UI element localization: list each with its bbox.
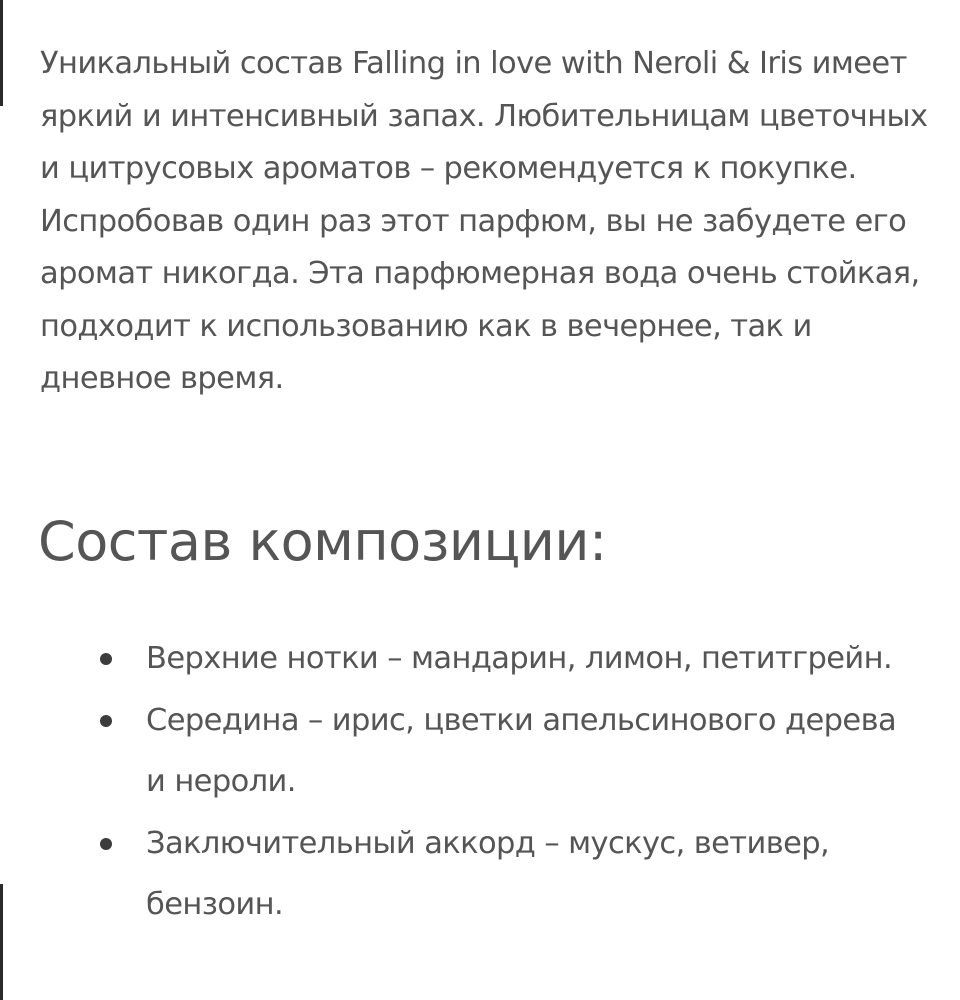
composition-heading: Состав композиции: [38,510,607,573]
note-item-top [0,628,916,690]
composition-notes-list [0,628,916,936]
bullet-dot-icon [100,838,112,850]
note-text: Середина – ирис, цветки апельсинового дерева и нероли. [146,702,897,799]
edge-divider-top [0,0,3,106]
perfume-description: Уникальный состав Falling in love with Neroli & Iris имеет яркий и интенсивный запах. Любительницам цветочных и цитрусовых ароматов – рекомендуется к покупке. Испробовав один раз этот парфюм, вы не забудете его аромат никогда. Эта парфюмерная вода очень стойкая, подходит к использованию как в вечернее, так и дневное время. [40,46,928,396]
bullet-dot-icon [100,715,112,727]
note-text: Верхние нотки – мандарин, лимон, петитгрейн. [146,641,893,676]
bullet-dot-icon [100,653,112,665]
note-text: Заключительный аккорд – мускус, ветивер, бензоин. [146,825,830,922]
note-item-middle [0,690,916,813]
note-item-base [0,813,916,936]
